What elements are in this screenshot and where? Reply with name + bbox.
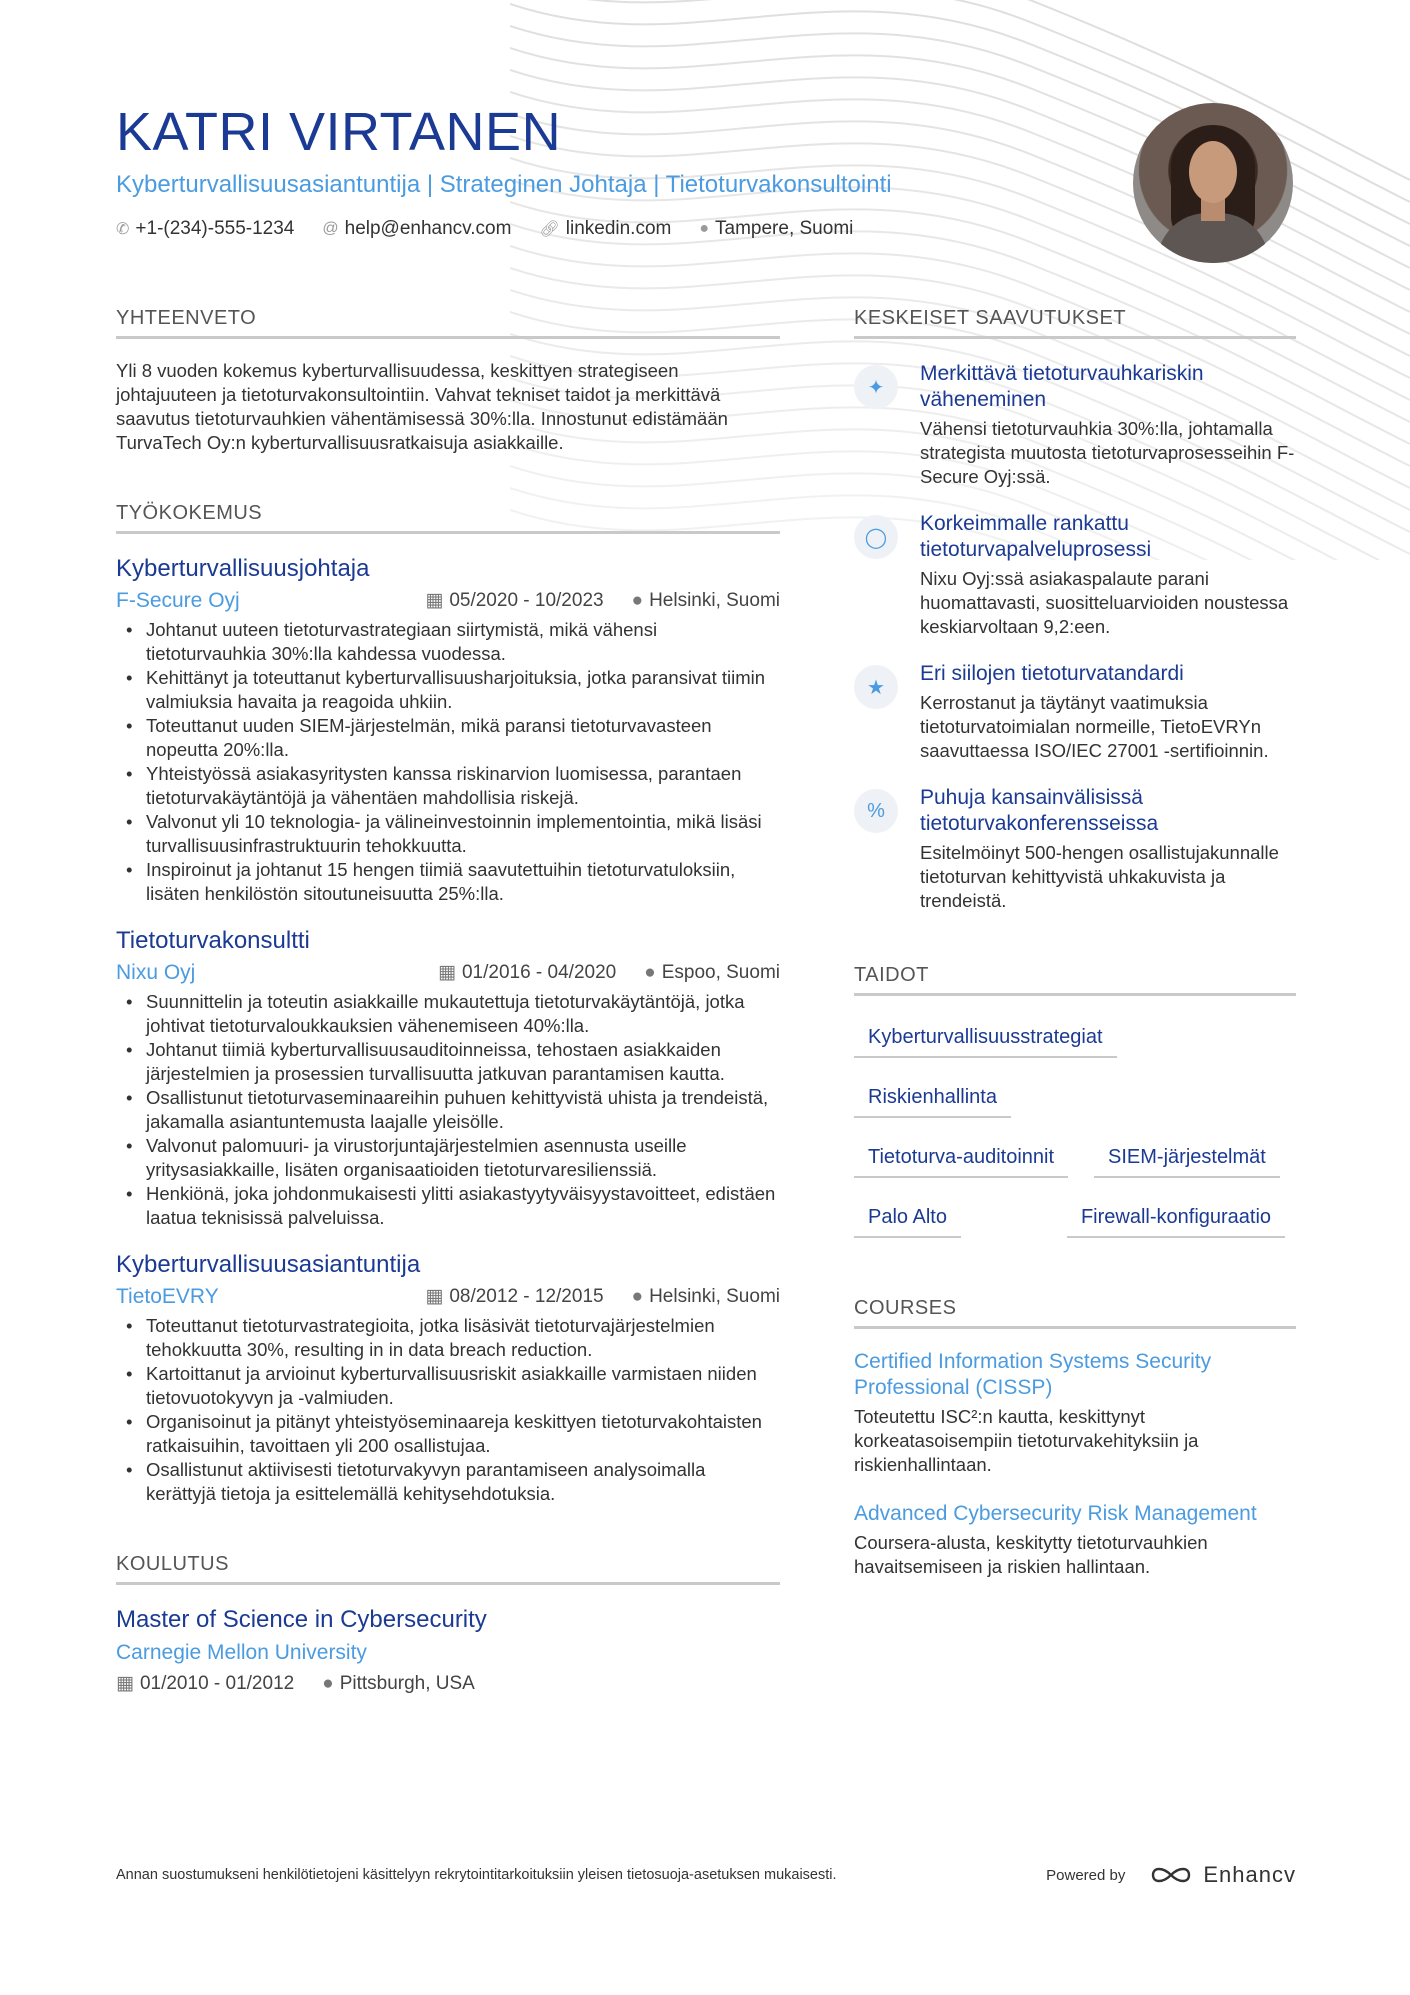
location-pin-icon: ● <box>631 590 644 611</box>
skill-tag: Tietoturva-auditoinnit <box>854 1140 1068 1178</box>
course-desc: Toteutettu ISC²:n kautta, keskittynyt korkeatasoisempiin tietoturvakehityksiin ja riskienhallintaan. <box>854 1406 1199 1475</box>
candidate-name: KATRI VIRTANEN <box>116 102 562 162</box>
magic-wand-icon: ✦ <box>854 365 898 409</box>
job-bullet: • Inspiroinut ja johtanut 15 hengen tiimiä saavutettuihin tietoturvatuloksiin, lisäten henkilöstön sitoutuneisuutta 25%:lla. <box>116 858 780 906</box>
job-bullet: • Osallistunut aktiivisesti tietoturvakyvyn parantamiseen analysoimalla kerättyjä tietoja ja esittelemällä kehitysehdotuksia. <box>116 1458 780 1506</box>
right-column <box>854 306 1296 1579</box>
job-bullet: • Toteuttanut uuden SIEM-järjestelmän, mikä paransi tietoturvavasteen nopeutta 20%:lla. <box>116 714 780 762</box>
footer <box>116 1862 1296 1888</box>
linkedin-text: linkedin.com <box>565 218 672 239</box>
edu-school: Carnegie Mellon University <box>116 1641 367 1664</box>
skill-tag: Firewall-konfiguraatio <box>1067 1200 1285 1238</box>
edu-dates-text: 01/2010 - 01/2012 <box>139 1673 295 1694</box>
calendar-icon: ▦ <box>438 962 456 983</box>
course-desc: Coursera-alusta, keskitytty tietoturvauhkien havaitsemiseen ja riskien hallintaan. <box>854 1532 1208 1577</box>
left-column <box>116 306 780 1697</box>
job-entry <box>116 1250 780 1506</box>
consent-text: Annan suostumukseni henkilötietojeni käsittelyyn rekrytointitarkoituksiin yleisen tietosuoja-asetuksen mukaisesti. <box>116 1866 837 1883</box>
location-pin-icon: ● <box>631 1286 644 1307</box>
location-pin-icon: ● <box>644 962 656 983</box>
achievement-item <box>854 661 1296 763</box>
job-title: Kyberturvallisuusjohtaja <box>116 555 370 582</box>
job-location-text: Espoo, Suomi <box>661 962 780 983</box>
job-bullets <box>116 990 780 1230</box>
job-company: TietoEVRY <box>116 1285 219 1308</box>
contact-email[interactable] <box>322 218 511 240</box>
edu-dates <box>116 1671 294 1697</box>
calendar-icon: ▦ <box>425 1286 444 1307</box>
edu-location <box>322 1671 475 1697</box>
job-company: Nixu Oyj <box>116 961 196 984</box>
course-title: Advanced Cybersecurity Risk Management <box>854 1502 1257 1525</box>
lightbulb-icon: ◯ <box>854 515 898 559</box>
at-icon: @ <box>322 220 339 237</box>
achievement-title: Puhuja kansainvälisissä tietoturvakonferensseissa <box>920 786 1159 835</box>
location-pin-icon: ● <box>699 220 710 237</box>
education-heading: KOULUTUS <box>116 1552 780 1585</box>
calendar-icon: ▦ <box>425 590 444 611</box>
job-location <box>644 960 780 986</box>
location-text: Tampere, Suomi <box>715 218 854 239</box>
job-meta <box>116 1284 780 1310</box>
job-bullet: • Osallistunut tietoturvaseminaareihin puhuen kehittyvistä uhista ja trendeistä, jakamalla asiantuntemusta laajalle yleisölle. <box>116 1086 780 1134</box>
edu-location-text: Pittsburgh, USA <box>339 1673 475 1694</box>
job-bullet: • Valvonut yli 10 teknologia- ja välineinvestoinnin implementointia, mikä lisäsi turvallisuusinfrastruktuurin tehokkuutta. <box>116 810 780 858</box>
achievement-desc: Esitelmöinyt 500-hengen osallistujakunnalle tietoturvan kehittyvistä uhkakuvista ja trendeistä. <box>920 842 1279 911</box>
job-dates-text: 08/2012 - 12/2015 <box>449 1286 604 1307</box>
job-dates-text: 05/2020 - 10/2023 <box>449 590 604 611</box>
contact-row <box>116 218 1116 240</box>
skill-tag: SIEM-järjestelmät <box>1094 1140 1280 1178</box>
courses-heading: COURSES <box>854 1296 1296 1329</box>
achievement-title: Eri siilojen tietoturvatandardi <box>920 662 1184 685</box>
star-icon: ★ <box>854 665 898 709</box>
course-item <box>854 1349 1296 1477</box>
job-location <box>632 588 780 614</box>
job-entry <box>116 926 780 1230</box>
email-text: help@enhancv.com <box>344 218 512 239</box>
achievements-heading: KESKEISET SAAVUTUKSET <box>854 306 1296 339</box>
summary-text: Yli 8 vuoden kokemus kyberturvallisuudessa, keskittyen strategiseen johtajuuteen ja tietoturvakonsultointiin. Vahvat tekniset taidot ja merkittävä saavutus tietoturvauhkien vähentämisessä 30%:lla. Innostunut edistämään TurvaTech Oy:n kyberturvallisuusratkaisuja asiakkaille. <box>116 360 728 453</box>
job-bullet: • Kartoittanut ja arvioinut kyberturvallisuusriskit asiakkaille varmistaen niiden tietovuotokyvyn ja -valmiuden. <box>116 1362 780 1410</box>
summary-heading: YHTEENVETO <box>116 306 780 339</box>
job-bullet: • Organisoinut ja pitänyt yhteistyöseminaareja keskittyen tietoturvakohtaisten ratkaisuihin, tavoittaen yli 200 osallistujaa. <box>116 1410 780 1458</box>
achievement-item <box>854 785 1296 913</box>
skill-tag: Kyberturvallisuusstrategiat <box>854 1020 1117 1058</box>
link-icon: 🔗︎ <box>539 221 560 238</box>
job-bullets <box>116 618 780 906</box>
job-dates-text: 01/2016 - 04/2020 <box>461 962 617 983</box>
achievement-title: Merkittävä tietoturvauhkariskin väheneminen <box>920 362 1204 411</box>
job-bullet: • Yhteistyössä asiakasyritysten kanssa riskinarvion luomisessa, parantaen tietoturvakäytäntöjä ja vähentäen mahdollisia riskejä. <box>116 762 780 810</box>
job-meta <box>116 960 780 986</box>
phone-text: +1-(234)-555-1234 <box>135 218 295 239</box>
achievement-desc: Kerrostanut ja täytänyt vaatimuksia tietoturvatoimialan normeille, TietoEVRYn saavuttaessa ISO/IEC 27001 -sertifioinnin. <box>920 692 1269 761</box>
edu-degree: Master of Science in Cybersecurity <box>116 1606 487 1633</box>
course-item <box>854 1501 1296 1579</box>
achievement-item <box>854 361 1296 489</box>
contact-phone[interactable] <box>116 218 294 240</box>
achievement-desc: Vähensi tietoturvauhkia 30%:lla, johtamalla strategista muutosta tietoturvaprosesseihin F-Secure Oyj:ssä. <box>920 418 1295 487</box>
candidate-title: Kyberturvallisuusasiantuntija | Strateginen Johtaja | Tietoturvakonsultointi <box>116 171 892 198</box>
contact-location <box>699 218 853 240</box>
skill-tag: Riskienhallinta <box>854 1080 1011 1118</box>
job-bullet: • Johtanut uuteen tietoturvastrategiaan siirtymistä, mikä vähensi tietoturvauhkia 30%:lla kahdessa vuodessa. <box>116 618 780 666</box>
job-location-text: Helsinki, Suomi <box>649 590 780 611</box>
brand-name: Enhancv <box>1203 1862 1296 1887</box>
job-bullet: • Johtanut tiimiä kyberturvallisuusauditoinneissa, tehostaen asiakkaiden järjestelmien ja prosessien turvallisuutta jatkuvan parantamisen kautta. <box>116 1038 780 1086</box>
achievement-item <box>854 511 1296 639</box>
experience-list <box>116 554 780 1506</box>
job-bullet: • Henkiönä, joka johdonmukaisesti ylitti asiakastyytyväisyystavoitteet, edistäen laatua teknisissä palveluissa. <box>116 1182 780 1230</box>
job-entry <box>116 554 780 906</box>
location-pin-icon: ● <box>322 1673 334 1694</box>
job-location-text: Helsinki, Suomi <box>649 1286 780 1307</box>
skills-heading: TAIDOT <box>854 963 1296 996</box>
phone-icon: ✆ <box>116 221 130 238</box>
edu-meta <box>116 1671 780 1697</box>
job-title: Tietoturvakonsultti <box>116 927 310 954</box>
calendar-icon: ▦ <box>116 1673 134 1694</box>
enhancv-logo-icon <box>1149 1863 1193 1887</box>
achievement-title: Korkeimmalle rankattu tietoturvapalveluprosessi <box>920 512 1152 561</box>
powered-by[interactable] <box>1046 1862 1296 1888</box>
job-dates <box>438 960 616 986</box>
job-bullet: • Suunnittelin ja toteutin asiakkaille mukautettuja tietoturvakäytäntöjä, jotka johtivat tietoturvaloukkauksien vähenemiseen 40%:lla. <box>116 990 780 1038</box>
job-bullet: • Toteuttanut tietoturvastrategioita, jotka lisäsivät tietoturvajärjestelmien tehokkuutta 30%, resulting in in data breach reduction. <box>116 1314 780 1362</box>
job-location <box>632 1284 780 1310</box>
job-dates <box>425 588 603 614</box>
job-dates <box>425 1284 603 1310</box>
experience-heading: TYÖKOKEMUS <box>116 501 780 534</box>
job-bullet: • Kehittänyt ja toteuttanut kyberturvallisuusharjoituksia, jotka paransivat tiimin valmiuksia havaita ja reagoida uhkiin. <box>116 666 780 714</box>
profile-photo <box>1133 103 1293 263</box>
job-bullets <box>116 1314 780 1506</box>
job-bullet: • Valvonut palomuuri- ja virustorjuntajärjestelmien asennusta useille yritysasiakkaille, lisäten organisaatioiden tietoturvaresilienssiä. <box>116 1134 780 1182</box>
skills-list <box>854 1020 1296 1238</box>
job-meta <box>116 588 780 614</box>
job-title: Kyberturvallisuusasiantuntija <box>116 1251 421 1278</box>
job-company: F-Secure Oyj <box>116 589 240 612</box>
percent-icon: % <box>854 789 898 833</box>
course-title: Certified Information Systems Security Professional (CISSP) <box>854 1350 1212 1399</box>
resume-header <box>116 100 1116 240</box>
contact-linkedin[interactable] <box>539 218 671 240</box>
achievement-desc: Nixu Oyj:ssä asiakaspalaute parani huomattavasti, suositteluarvioiden noustessa keskiarvoltaan 9,2:een. <box>920 568 1289 637</box>
brand <box>1149 1862 1296 1888</box>
powered-by-label: Powered by <box>1046 1866 1126 1884</box>
skill-tag: Palo Alto <box>854 1200 961 1238</box>
